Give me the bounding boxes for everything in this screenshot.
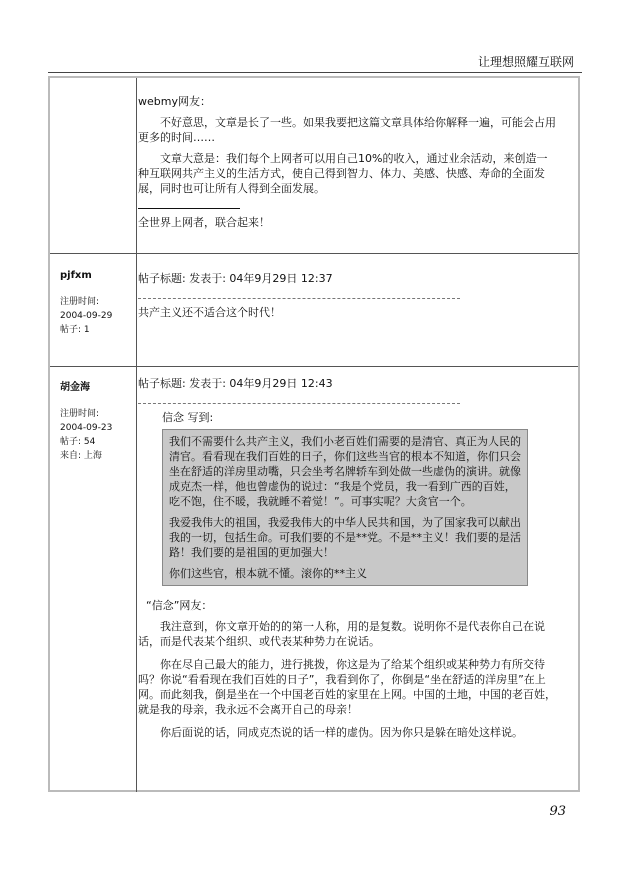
quote-paragraph: 你们这些官，根本就不懂。滚你的**主义 [169,567,367,580]
post-signature: 全世界上网者，联合起来！ [138,216,270,229]
user-location: 来自: 上海 [60,451,102,461]
user-info [60,269,112,337]
meta-divider [138,298,460,299]
post-content [138,271,558,320]
registration-label: 注册时间: [60,297,100,307]
post-count: 帖子: 54 [60,437,96,447]
quote-paragraph: 我爱我伟大的祖国，我爱我伟大的中华人民共和国，为了国家我可以献出我的一切，包括生命。可我们要的不是**党。不是**主义！我们要的是活路！我们要的是祖国的更加强大！ [169,516,521,559]
post-count: 帖子: 1 [60,325,90,335]
meta-divider [138,403,460,404]
username[interactable]: pjfxm [60,270,92,281]
reply-greeting: “信念”网友： [146,599,213,612]
quote-box [162,429,528,586]
signature-rule [138,208,240,209]
quote-paragraph: 我们不需要什么共产主义，我们小老百姓们需要的是清官、真正为人民的清官。看看现在我们百姓的日子，你们这些当官的根本不知道，你们只会坐在舒适的洋房里动嘴，只会坐考名牌轿车到处做一些虚伪的演讲。就像成克杰一样，他也曾虚伪的说过：“我是个党员，我一看到广西的百姓，吃不饱，住不暖，我就睡不着觉！”。可事实呢？大贪官一个。 [169,435,521,508]
post-paragraph: 文章大意是：我们每个上网者可以用自己10%的收入，通过业余活动，来创造一种互联网共产主义的生活方式，使自己得到智力、体力、美感、快感、寿命的全面发展，同时也可让所有人得到全面发展。 [138,152,548,195]
header-title: 让理想照耀互联网 [477,55,574,69]
user-info [60,381,112,463]
username[interactable]: 胡金海 [60,382,90,393]
post-content [138,94,558,230]
post-meta: 帖子标题: 发表于: 04年9月29日 12:43 [138,377,333,390]
header-rule [48,72,582,73]
row-divider [50,366,578,367]
post-text: 共产主义还不适合这个时代！ [138,306,281,319]
page-number: 93 [549,804,566,819]
reply-paragraph: 你后面说的话，同成克杰说的话一样的虚伪。因为你只是躲在暗处这样说。 [160,726,523,739]
post-paragraph: 不好意思，文章是长了一些。如果我要把这篇文章具体给你解释一遍，可能会占用更多的时间…… [138,116,556,144]
row-divider [50,253,578,254]
quote-label: 信念 写到: [162,411,214,424]
reply-paragraph: 你在尽自己最大的能力，进行挑拨，你这是为了给某个组织或某种势力有所交待吗？你说“看看现在我们百姓的日子”，我看到你了，你倒是“坐在舒适的洋房里”在上网。而此刻我，倒是坐在一个中国老百姓的家里在上网。中国的土地，中国的老百姓，就是我的母亲，我永远不会离开自己的母亲！ [138,658,556,716]
post-meta: 帖子标题: 发表于: 04年9月29日 12:37 [138,272,333,285]
registration-date: 2004-09-23 [60,423,113,433]
post-greeting: webmy网友： [138,95,211,108]
registration-label: 注册时间: [60,409,100,419]
registration-date: 2004-09-29 [60,311,113,321]
reply-paragraph: 我注意到，你文章开始的的第一人称，用的是复数。说明你不是代表你自己在说话，而是代表某个组织、或代表某种势力在说话。 [138,620,545,648]
post-content [138,376,558,740]
